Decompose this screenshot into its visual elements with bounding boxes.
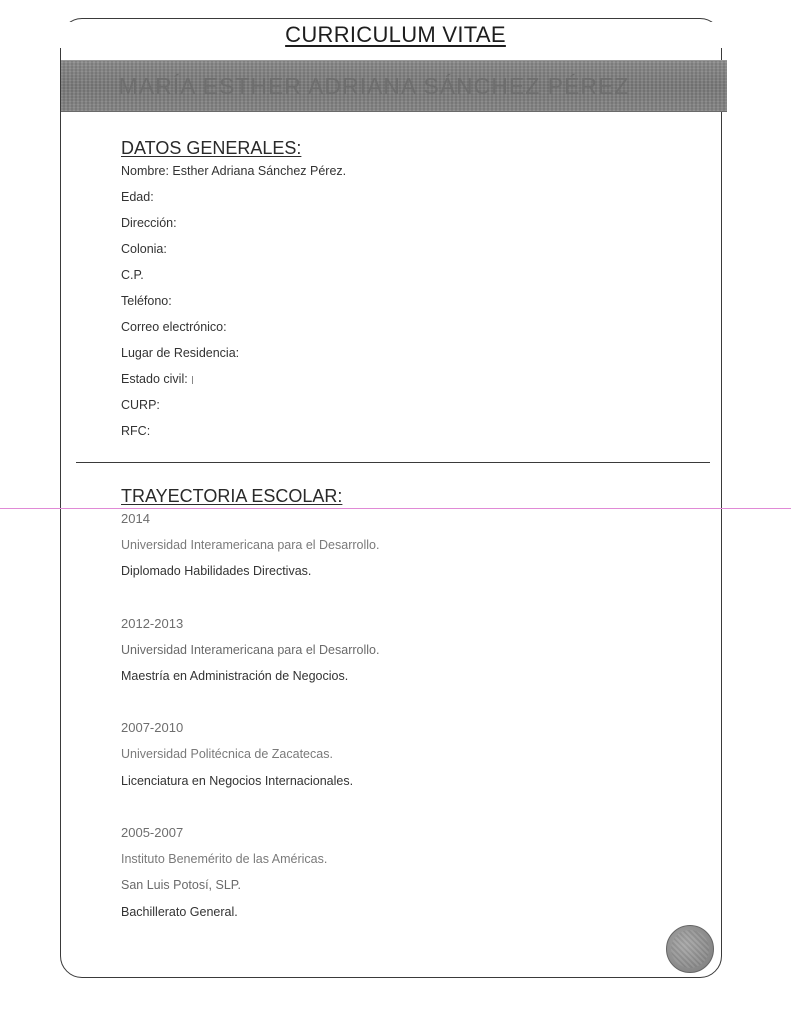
field-nombre: Nombre: Esther Adriana Sánchez Pérez. [121, 164, 347, 178]
field-edad: Edad: [121, 190, 154, 204]
section-heading-trayectoria-escolar: TRAYECTORIA ESCOLAR: [121, 486, 343, 506]
section-heading-datos-generales: DATOS GENERALES: [121, 138, 302, 158]
field-curp: CURP: [121, 398, 160, 412]
education-institution: Universidad Interamericana para el Desarrollo. [121, 538, 380, 552]
education-year: 2014 [121, 511, 150, 526]
education-year: 2007-2010 [121, 720, 184, 735]
section-divider [76, 462, 710, 463]
field-lugar-residencia: Lugar de Residencia: [121, 346, 240, 360]
education-year: 2005-2007 [121, 825, 184, 840]
banner-name-text: MARÍA ESTHER ADRIANA SÁNCHEZ PÉREZ [118, 72, 630, 99]
scan-guide-line [0, 508, 791, 509]
field-cp: C.P. [121, 268, 144, 282]
education-institution: Instituto Benemérito de las Américas. [121, 852, 328, 866]
education-institution: Universidad Politécnica de Zacatecas. [121, 747, 333, 761]
field-correo: Correo electrónico: [121, 320, 227, 334]
education-year: 2012-2013 [121, 616, 184, 631]
education-degree: Maestría en Administración de Negocios. [121, 669, 349, 683]
text-cursor-mark [192, 376, 193, 384]
document-title [0, 22, 791, 48]
field-estado-civil-label: Estado civil: [121, 372, 188, 386]
field-telefono: Teléfono: [121, 294, 172, 308]
education-degree: Diplomado Habilidades Directivas. [121, 564, 312, 578]
document-title-text: CURRICULUM VITAE [279, 22, 512, 47]
field-estado-civil [121, 372, 193, 386]
field-rfc: RFC: [121, 424, 151, 438]
field-colonia: Colonia: [121, 242, 167, 256]
seal-stamp-icon [666, 925, 714, 973]
education-degree: Bachillerato General. [121, 905, 238, 919]
name-banner [61, 60, 727, 112]
education-institution: Universidad Interamericana para el Desarrollo. [121, 643, 380, 657]
education-location: San Luis Potosí, SLP. [121, 878, 241, 892]
field-direccion: Dirección: [121, 216, 177, 230]
education-degree: Licenciatura en Negocios Internacionales. [121, 774, 354, 788]
